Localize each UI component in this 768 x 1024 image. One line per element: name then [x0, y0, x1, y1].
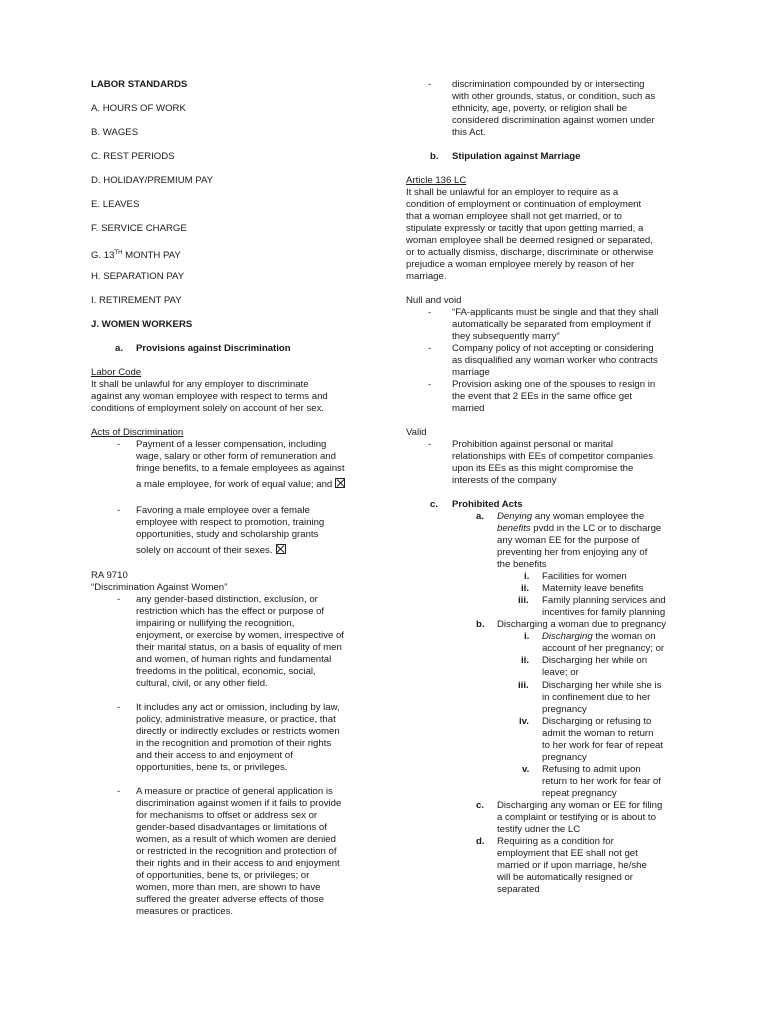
list-line: return to her work for fear of [542, 776, 661, 787]
bullet-line: discrimination against women if it fails to provide [136, 798, 342, 809]
bullet-line: in the recognition and promotion of their rights [136, 738, 332, 749]
list-line: repeat pregnancy [542, 788, 617, 799]
bullet-line: this Act. [452, 127, 486, 138]
bullet-line: Company policy of not accepting or considering [452, 343, 654, 354]
bullet-line-text: solely on account of their sexes. [136, 545, 273, 556]
list-line: Refusing to admit upon [542, 764, 641, 775]
list-line: Discharging or refusing to [542, 716, 652, 727]
bullet-line: wage, salary or other form of remuneration and [136, 451, 336, 462]
bullet-line: the event that 2 EEs in the same office get [452, 391, 633, 402]
bullet-line: women, more than men, are shown to have [136, 882, 321, 893]
paragraph-line: prejudice a woman employee merely by reason of her [406, 259, 635, 270]
bullet-line: cultural, civil, or any other field. [136, 678, 268, 689]
bullet-dash: - [428, 343, 432, 354]
toc-g-rest: MONTH PAY [122, 250, 181, 262]
paragraph-line: It shall be unlawful for an employer to require as a [406, 187, 619, 198]
bullet-dash: - [428, 307, 432, 318]
labor-code-heading: Labor Code [91, 367, 142, 378]
bullet-dash: - [117, 786, 121, 797]
bullet-line: and women, of human rights and fundamental [136, 654, 332, 665]
bullet-line: of opportunities, bene ts, or privileges; or [136, 870, 310, 881]
toc-g-superscript: TH [114, 250, 123, 256]
crossed-box-icon [276, 544, 286, 554]
list-line: testify udner the LC [497, 824, 581, 835]
paragraph-line: marriage. [406, 271, 447, 282]
paragraph-line: conditions of employment solely on account of her sex. [91, 403, 325, 414]
roman-marker: iv. [519, 716, 529, 727]
crossed-box-icon [335, 478, 345, 488]
list-line: pregnancy [542, 752, 587, 763]
roman-marker: i. [524, 571, 530, 582]
bullet-line: discrimination compounded by or intersecting [452, 79, 645, 90]
bullet-line: restriction which has the effect or purpose of [136, 606, 325, 617]
toc-item [91, 247, 181, 262]
list-marker: a. [476, 511, 485, 522]
emphasis-text: benefits [497, 523, 531, 534]
roman-marker: v. [522, 764, 530, 775]
bullet-line: fringe benefits, to a female employees as against [136, 463, 345, 474]
list-line [497, 511, 644, 523]
bullet-line: or restricted in the recognition and protection of [136, 846, 337, 857]
list-line: account of her pregnancy; or [542, 643, 665, 654]
list-line: pregnancy [542, 704, 587, 715]
bullet-line: impairing or nullifying the recognition, [136, 618, 295, 629]
bullet-line: considered discrimination against women under [452, 115, 655, 126]
list-marker: b. [476, 619, 485, 630]
bullet-line: gender-based disadvantages or limitations of [136, 822, 327, 833]
bullet-line: any gender-based distinction, exclusion, or [136, 594, 318, 605]
toc-item: H. SEPARATION PAY [91, 271, 185, 282]
paragraph-line: or to actually dismiss, discharge, discriminate or otherwise [406, 247, 654, 258]
bullet-line [136, 544, 286, 557]
sub-marker-a: a. [115, 343, 124, 354]
sub-heading-b: Stipulation against Marriage [452, 151, 581, 162]
list-line: Requiring as a condition for [497, 836, 614, 847]
bullet-line: opportunities, study and scholarship grants [136, 529, 319, 540]
list-line: in confinement due to her [542, 692, 651, 703]
list-line: a complaint or testifying or is about to [497, 812, 656, 823]
sub-marker-c: c. [430, 499, 439, 510]
acts-heading: Acts of Discrimination [91, 427, 184, 438]
list-line-text: the woman on [592, 631, 656, 642]
toc-item: B. WAGES [91, 127, 139, 138]
bullet-line: automatically be separated from employment if [452, 319, 651, 330]
paragraph-line: against any woman employee with respect to terms and [91, 391, 328, 402]
bullet-line: with other grounds, status, or condition, such as [452, 91, 656, 102]
bullet-line: A measure or practice of general application is [136, 786, 333, 797]
list-line: Family planning services and [542, 595, 666, 606]
list-line: Maternity leave benefits [542, 583, 644, 594]
toc-g-number: G. 13 [91, 250, 115, 262]
bullet-line: Favoring a male employee over a female [136, 505, 310, 516]
list-line-text: any woman employee the [532, 511, 645, 522]
list-line: Discharging a woman due to pregnancy [497, 619, 667, 630]
sub-marker-b: b. [430, 151, 439, 162]
toc-item: A. HOURS OF WORK [91, 103, 186, 114]
roman-marker: iii. [518, 680, 529, 691]
bullet-line: suffered the greater adverse effects of those [136, 894, 324, 905]
list-line: married or if upon marriage, he/she [497, 860, 647, 871]
list-line: preventing her from enjoying any of [497, 547, 648, 558]
bullet-line: Prohibition against personal or marital [452, 439, 614, 450]
bullet-line: employee with respect to promotion, training [136, 517, 325, 528]
bullet-line: and their access to and enjoyment of [136, 750, 293, 761]
bullet-line: for mechanisms to offset or address sex or [136, 810, 318, 821]
bullet-line: Provision asking one of the spouses to resign in [452, 379, 656, 390]
list-line: admit the woman to return [542, 728, 654, 739]
bullet-line: as disqualified any woman worker who contracts [452, 355, 658, 366]
bullet-line-text: a male employee, for work of equal value; and [136, 479, 333, 490]
bullet-line: It includes any act or omission, including by law, [136, 702, 340, 713]
list-line: Facilities for women [542, 571, 627, 582]
bullet-line: they subsequently marry” [452, 331, 560, 342]
list-marker: c. [476, 800, 485, 811]
toc-item: C. REST PERIODS [91, 151, 175, 162]
ra-heading: RA 9710 [91, 570, 128, 581]
bullet-dash: - [117, 594, 121, 605]
bullet-dash: - [117, 439, 121, 450]
bullet-line: relationships with EEs of competitor companies [452, 451, 654, 462]
bullet-line: directly or indirectly excludes or restricts women [136, 726, 340, 737]
bullet-line: freedoms in the political, economic, social, [136, 666, 316, 677]
document-title: LABOR STANDARDS [91, 79, 188, 90]
list-line: the benefits [497, 559, 547, 570]
bullet-dash: - [428, 379, 432, 390]
list-line: will be automatically resigned or [497, 872, 633, 883]
list-line: Discharging her while she is [542, 680, 662, 691]
bullet-line: their rights and in their access to and enjoyment [136, 858, 340, 869]
toc-item: D. HOLIDAY/PREMIUM PAY [91, 175, 214, 186]
bullet-line: married [452, 403, 485, 414]
bullet-line: their marital status, on a basis of equality of men [136, 642, 342, 653]
emphasis-text: Denying [497, 511, 533, 522]
paragraph-line: woman employee shall be deemed resigned or separated, [406, 235, 653, 246]
toc-item: F. SERVICE CHARGE [91, 223, 187, 234]
bullet-dash: - [117, 702, 121, 713]
bullet-line [136, 478, 345, 491]
bullet-dash: - [428, 439, 432, 450]
list-marker: d. [476, 836, 485, 847]
bullet-line: women, as a result of which women are denied [136, 834, 336, 845]
bullet-line: “FA-applicants must be single and that they shall [452, 307, 659, 318]
paragraph-line: that a woman employee shall not get married, or to [406, 211, 622, 222]
list-line [542, 631, 656, 643]
bullet-dash: - [117, 505, 121, 516]
list-line: Discharging any woman or EE for filing [497, 800, 663, 811]
emphasis-text: Discharging [542, 631, 593, 642]
bullet-line: Payment of a lesser compensation, including [136, 439, 327, 450]
ra-subheading: “Discrimination Against Women” [91, 582, 228, 593]
bullet-line: ethnicity, age, poverty, or religion shall be [452, 103, 628, 114]
list-line: separated [497, 884, 540, 895]
bullet-line: upon its EEs as this might compromise the [452, 463, 634, 474]
list-line [497, 523, 661, 535]
toc-item: E. LEAVES [91, 199, 140, 210]
roman-marker: ii. [521, 655, 529, 666]
list-line: employment that EE shall not get [497, 848, 638, 859]
bullet-line: policy, administrative measure, or practice, that [136, 714, 336, 725]
list-line-text: pvdd in the LC or to discharge [530, 523, 662, 534]
list-line: to her work for fear of repeat [542, 740, 664, 751]
null-void-heading: Null and void [406, 295, 462, 306]
roman-marker: i. [524, 631, 530, 642]
bullet-line: measures or practices. [136, 906, 234, 917]
sub-heading-a: Provisions against Discrimination [136, 343, 291, 354]
roman-marker: iii. [518, 595, 529, 606]
bullet-line: opportunities, bene ts, or privileges. [136, 762, 288, 773]
paragraph-line: condition of employment or continuation of employment [406, 199, 642, 210]
valid-heading: Valid [406, 427, 427, 438]
roman-marker: ii. [521, 583, 529, 594]
bullet-line: interests of the company [452, 475, 557, 486]
section-heading-j: J. WOMEN WORKERS [91, 319, 193, 330]
list-line: Discharging her while on [542, 655, 648, 666]
bullet-dash: - [428, 79, 432, 90]
paragraph-line: stipulate expressly or tacitly that upon getting married, a [406, 223, 644, 234]
bullet-line: enjoyment, or exercise by women, irrespective of [136, 630, 344, 641]
paragraph-line: It shall be unlawful for any employer to discriminate [91, 379, 309, 390]
list-line: incentives for family planning [542, 607, 666, 618]
list-line: any woman EE for the purpose of [497, 535, 640, 546]
list-line: leave; or [542, 667, 579, 678]
article-heading: Article 136 LC [406, 175, 467, 186]
toc-item: I. RETIREMENT PAY [91, 295, 182, 306]
bullet-line: marriage [452, 367, 490, 378]
sub-heading-c: Prohibited Acts [452, 499, 523, 510]
